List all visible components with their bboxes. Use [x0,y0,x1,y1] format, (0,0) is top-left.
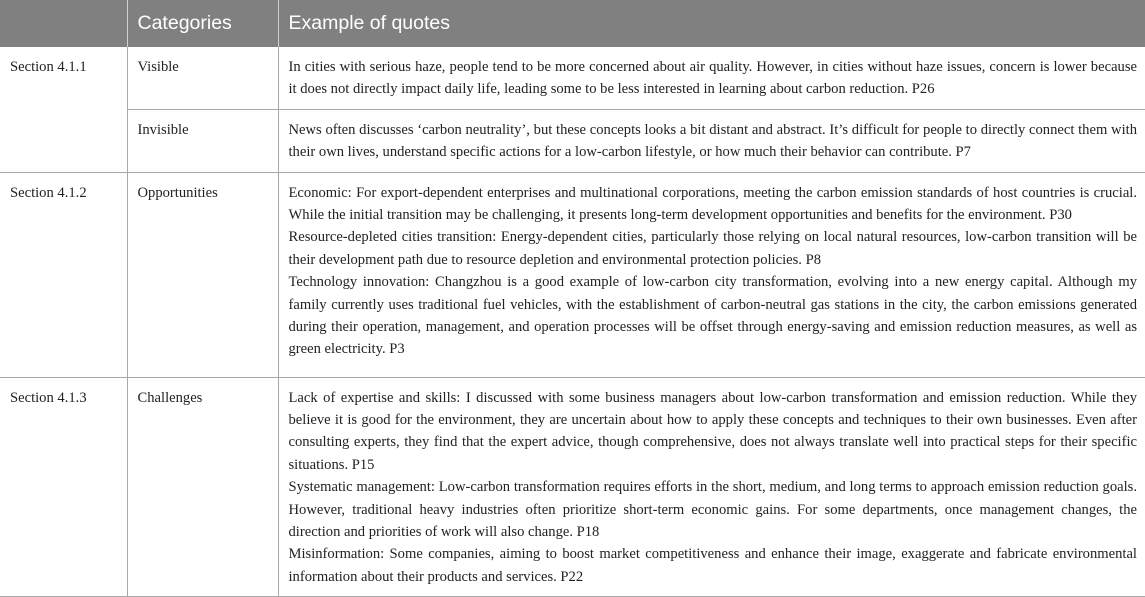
table-row [0,109,1145,172]
table-row [0,47,1145,109]
category-cell: Visible [127,47,278,109]
header-example-quotes: Example of quotes [278,0,1145,47]
header-row [0,0,1145,47]
header-categories: Categories [127,0,278,47]
quote-text: Technology innovation: Changzhou is a good example of low-carbon city transformation, evolving into a new energy capital. Although my family currently uses traditional fuel vehicles, with the establishment of carbon-neutral gas stations in the city, the carbon emissions generated during their operation, management, and operation processes will be offset through energy-saving and emission reduction measures, as well as green electricity. P3 [288,274,1137,358]
quote-text: Lack of expertise and skills: I discussed with some business managers about low-carbon transformation and emission reduction. While they believe it is good for the environment, they are uncertain about how to apply these concepts and techniques to their own businesses. Even after consulting experts, they find that the expert advice, though comprehensive, does not always translate well into practical steps for their specific situations. P15 [288,389,1137,473]
quote-cell [278,172,1145,377]
section-cell: Section 4.1.3 [0,377,127,597]
category-cell: Opportunities [127,172,278,377]
category-cell: Invisible [127,109,278,172]
section-cell: Section 4.1.1 [0,47,127,172]
table-row [0,172,1145,377]
quote-text: Economic: For export-dependent enterprises and multinational corporations, meeting the carbon emission standards of host countries is crucial. While the initial transition may be challenging, it presents long-term development opportunities and benefits for the environment. P30 [288,184,1137,224]
category-cell: Challenges [127,377,278,597]
quote-text: News often discusses ‘carbon neutrality’, but these concepts looks a bit distant and abstract. It’s difficult for people to directly connect them with their own lives, understand specific actions for a low-carbon lifestyle, or how much their behavior can contribute. P7 [288,121,1137,161]
quote-cell [278,109,1145,172]
quote-text: Resource-depleted cities transition: Energy-dependent cities, particularly those relying on local natural resources, low-carbon transition will be their development path due to resource depletion and environmental protection policies. P8 [288,229,1137,268]
quote-text: Systematic management: Low-carbon transformation requires efforts in the short, medium, and long terms to approach emission reduction goals. However, traditional heavy industries often prioritize short-term economic gains. For some departments, once management changes, the direction and priorities of work will also change. P18 [288,479,1137,541]
quote-cell [278,377,1145,597]
header-section-col [0,0,127,47]
quote-text: Misinformation: Some companies, aiming to boost market competitiveness and enhance their image, exaggerate and fabricate environmental information about their products and services. P22 [288,546,1137,585]
quote-text: In cities with serious haze, people tend to be more concerned about air quality. However, in cities without haze issues, concern is lower because it does not directly impact daily life, leading some to be less interested in learning about carbon reduction. P26 [288,59,1137,98]
table-row [0,377,1145,597]
quote-cell [278,47,1145,109]
table-body [0,47,1145,597]
table-header [0,0,1145,47]
section-cell: Section 4.1.2 [0,172,127,377]
